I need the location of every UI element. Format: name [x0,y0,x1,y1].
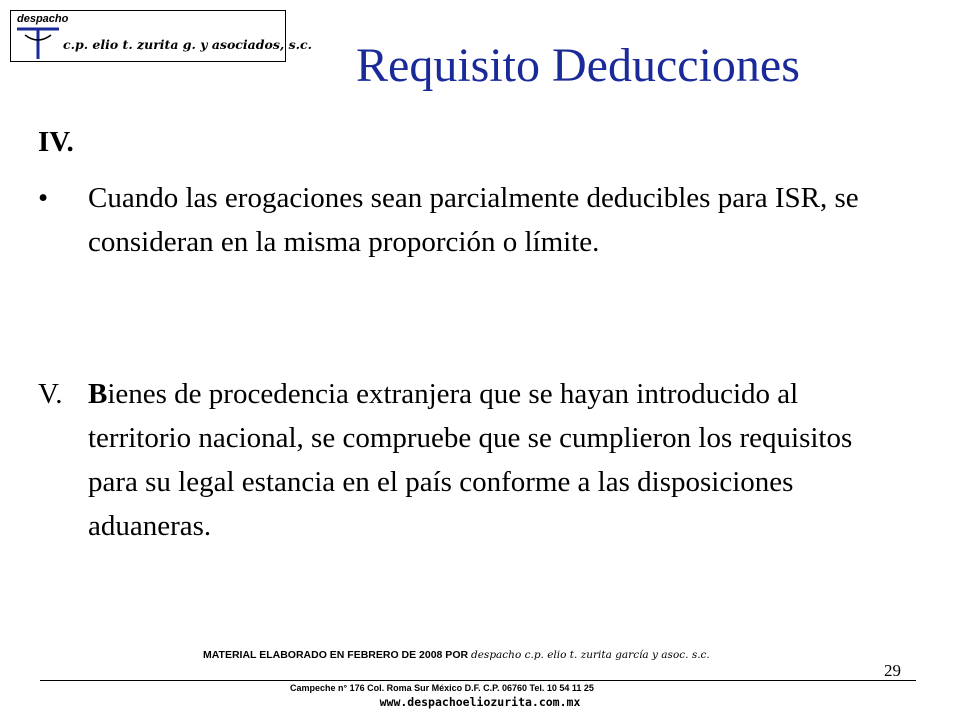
section-iv-text: Cuando las erogaciones sean parcialmente deducibles para ISR, se consideran en la misma proporción o límite. [88,182,859,258]
footer-material-text: MATERIAL ELABORADO EN FEBRERO DE 2008 POR [203,649,469,661]
footer-firm-name: despacho c.p. elio t. zurita garcía y asoc. s.c. [471,649,710,661]
company-logo [10,10,312,62]
section-v-body [88,372,908,548]
section-v-item [38,372,908,548]
logo-text: c.p. elio t. zurita g. y asociados, s.c. [63,37,312,52]
footer-material [203,649,710,661]
logo-mark-icon [15,25,61,61]
page-number: 29 [884,661,901,680]
section-v-first-letter: B [88,378,108,410]
bullet-icon: • [38,182,49,214]
footer-address: Campeche n° 176 Col. Roma Sur México D.F. C.P. 06760 Tel. 10 54 11 25 [290,683,594,693]
section-iv-label: IV. [38,126,74,158]
footer-divider [40,680,916,681]
section-iv-bullet [38,176,908,264]
slide-title: Requisito Deducciones [356,39,800,92]
section-v-label: V. [38,378,63,410]
logo-small-text: despacho [17,13,69,25]
section-v-text: ienes de procedencia extranjera que se hayan introducido al territorio nacional, se compruebe que se cumplieron los requisitos para su legal estancia en el país conforme a las disposiciones aduaneras. [88,378,853,542]
footer-website: www.despachoeliozurita.com.mx [379,695,581,709]
